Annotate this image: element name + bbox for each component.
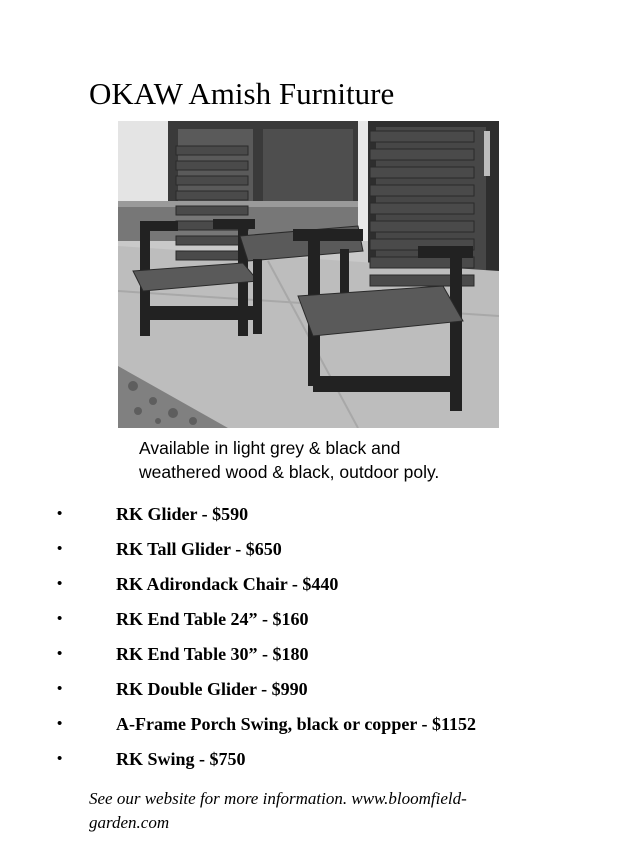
bullet: • <box>57 610 63 627</box>
website-note-line-2: garden.com <box>89 813 170 832</box>
item-text: RK End Table 30” - $180 <box>116 644 309 664</box>
photo-caption <box>139 436 519 484</box>
item-text: RK Tall Glider - $650 <box>116 539 282 559</box>
website-note <box>89 787 519 835</box>
item-text: RK Adirondack Chair - $440 <box>116 574 339 594</box>
page-title: OKAW Amish Furniture <box>89 76 395 111</box>
list-item <box>0 675 630 710</box>
bullet: • <box>57 540 63 557</box>
list-item <box>0 535 630 570</box>
bullet: • <box>57 505 63 522</box>
item-text: RK Glider - $590 <box>116 504 249 524</box>
list-item <box>0 710 630 745</box>
bullet: • <box>57 575 63 592</box>
bullet: • <box>57 680 63 697</box>
caption-line-1: Available in light grey & black and <box>139 438 401 458</box>
furniture-photo-illustration <box>118 121 499 428</box>
list-item <box>0 745 630 780</box>
list-item <box>0 570 630 605</box>
item-text: RK Double Glider - $990 <box>116 679 308 699</box>
website-note-line-1: See our website for more information. www.bloomfield- <box>89 789 467 808</box>
item-text: RK End Table 24” - $160 <box>116 609 309 629</box>
list-item <box>0 500 630 535</box>
list-item <box>0 605 630 640</box>
caption-line-2: weathered wood & black, outdoor poly. <box>139 462 440 482</box>
bullet: • <box>57 645 63 662</box>
item-text: RK Swing - $750 <box>116 749 246 769</box>
item-text: A-Frame Porch Swing, black or copper - $1152 <box>116 714 476 734</box>
bullet: • <box>57 750 63 767</box>
bullet: • <box>57 715 63 732</box>
price-list <box>0 500 630 780</box>
furniture-photo <box>118 121 499 428</box>
list-item <box>0 640 630 675</box>
